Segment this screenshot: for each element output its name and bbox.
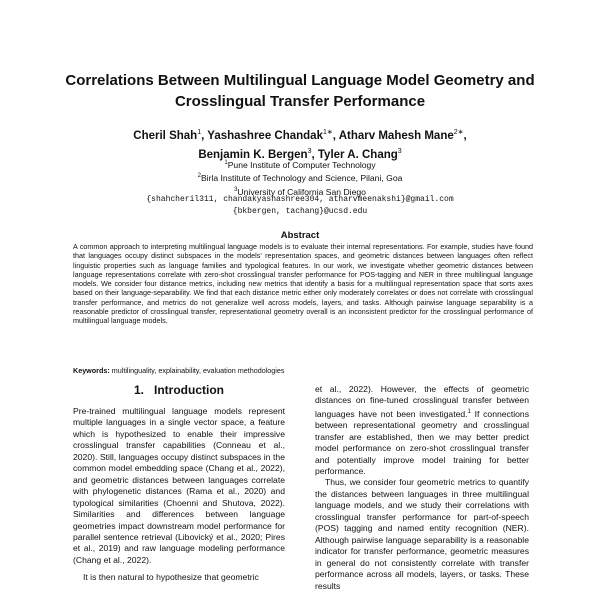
author-sup: 2∗ bbox=[453, 129, 464, 136]
keywords bbox=[73, 366, 533, 375]
author-name: Benjamin K. Bergen bbox=[198, 148, 308, 161]
keywords-text: multilinguality, explainability, evaluation methodologies bbox=[111, 366, 285, 375]
author-sup: 1∗ bbox=[322, 129, 333, 136]
right-column bbox=[315, 384, 529, 592]
email-line: {bkbergen, tachang}@ucsd.edu bbox=[232, 206, 368, 216]
keywords-label: Keywords: bbox=[73, 366, 110, 375]
left-column bbox=[73, 406, 285, 584]
author-name: Cheril Shah bbox=[133, 129, 198, 142]
affiliations bbox=[60, 158, 540, 198]
paragraph: et al., 2022). However, the effects of geometric distances on fine-tuned crosslingual transfer between languages have not been investigated.$^1$ If connections between representational geometry and crosslingual transfer are established, then we may better predict model performance on zero-shot crosslingual transfer and potentially improve model training for better performance. bbox=[315, 384, 529, 477]
author-sup: 1 bbox=[197, 129, 202, 136]
title-line-2: Crosslingual Transfer Performance bbox=[174, 93, 426, 110]
abstract-text: A common approach to interpreting multilingual language models is to evaluate their internal representations. For example, studies have found that languages occupy distinct subspaces in the models' representation spaces, and geometric distances between languages often reflect linguistic properties such as language families and typological features. In our work, we investigate whether geometric distances between language representations correlate with zero-shot crosslingual transfer performance for POS-tagging and NER in three multilingual language models. We consider four distance metrics, including new metrics that identify a basis for a multilingual representation space that sorts axes based on their language-separability. We find that each distance metric either only moderately correlates or does not correlate with crosslingual transfer performance, and metrics do not generalize well across models, layers, and tasks. Although pairwise language separability is a reasonable predictor of crosslingual transfer, representational geometry overall is an inconsistent predictor for the crosslingual performance of multilingual language models. bbox=[73, 242, 533, 326]
author-name: Tyler A. Chang bbox=[317, 148, 398, 161]
footnote-marker: 1 bbox=[467, 408, 471, 415]
email-line: {shahcheril311, chandakyashashree304, atharvmeenakshi}@gmail.com bbox=[146, 195, 454, 204]
email-addresses bbox=[60, 194, 540, 217]
paper-title bbox=[60, 70, 540, 112]
paragraph: Pre-trained multilingual language models represent multiple languages in a single vector space, a feature which is hypothesized to enable their impressive crosslingual transfer capabilities (Conneau et al., 2020). Still, languages occupy distinct subspaces in the common model embedding space (Chang et al., 2022), and geometric distances between languages correlate with phylogenetic distances (Rama et al., 2020) and typological similarities (Choenni and Shutova, 2022). Similarities and differences between language geometries impact downstream model performance for parallel sentence retrieval (Libovický et al., 2020; Pires et al., 2019) and raw language modeling performance (Chang et al., 2022). bbox=[73, 406, 285, 565]
section-number: 1. bbox=[134, 383, 145, 397]
author-name: Atharv Mahesh Mane bbox=[338, 129, 454, 142]
paragraph: It is then natural to hypothesize that geometric bbox=[83, 572, 259, 583]
section-title: Introduction bbox=[154, 383, 224, 397]
section-heading bbox=[73, 383, 285, 397]
affiliation: $^2$Birla Institute of Technology and Science, Pilani, Goa bbox=[197, 173, 403, 184]
author-name: Yashashree Chandak bbox=[207, 129, 323, 142]
paragraph: Thus, we consider four geometric metrics to quantify the distances between languages in three multilingual language models, and we study their correlations with crosslingual transfer performance for part-of-speech (POS) tagging and named entity recognition (NER). Although pairwise language separability is a reasonable indicator for transfer performance, geometric measures in general do not consistently correlate with transfer performance across all models, layers, or tasks. These results bbox=[315, 477, 529, 591]
abstract-heading: Abstract bbox=[280, 230, 320, 241]
affiliation: $^3$University of California San Diego bbox=[234, 186, 366, 197]
author-sup: 3 bbox=[307, 147, 312, 155]
author-list: Cheril Shah$^1$, Yashashree Chandak$^{1∗}$, Atharv Mahesh Mane$^{2∗}$, Benjamin K. Bergen$^3$, Tyler A. Chang$^3$ bbox=[133, 129, 467, 161]
affiliation: $^1$Pune Institute of Computer Technology bbox=[224, 159, 376, 170]
title-line-1: Correlations Between Multilingual Language Model Geometry and bbox=[65, 72, 535, 89]
author-sup: 3 bbox=[397, 147, 402, 155]
